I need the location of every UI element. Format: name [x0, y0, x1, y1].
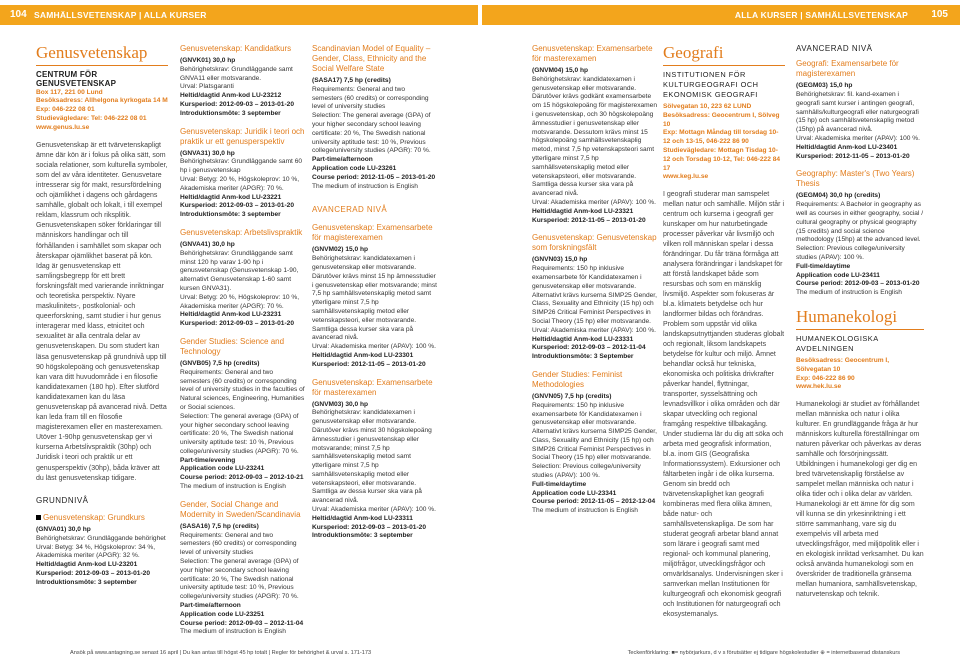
course-title: Gender, Social Change and Modernity in Sweden/Scandinavia: [180, 499, 301, 519]
website-link[interactable]: www.genus.lu.se: [36, 123, 90, 131]
beginner-course-icon: [36, 515, 41, 520]
section-title: Genusvetenskap: [36, 44, 168, 66]
footer-legend: Teckenförklaring: ■= nybörjarkurs, d v s förutsätter ej tidigare högskolestudier ⊕ = internetbaserad distanskurs: [627, 650, 900, 656]
course-title: Genusvetenskap: Examensarbete för masterexamen: [312, 377, 433, 397]
column-exam-courses: [532, 44, 657, 644]
course-title: Genusvetenskap: Examensarbete för magisterexamen: [312, 223, 433, 243]
course-title: Genusvetenskap: Kandidatkurs: [180, 44, 292, 53]
course-title: Geography: Master's (Two Years) Thesis: [796, 169, 915, 189]
level-heading: GRUNDNIVÅ: [36, 495, 89, 505]
course-block: Gender, Social Change and Modernity in Sweden/Scandinavia (SASA16) 7,5 hp (credits) Requirements: General and two semesters (60 credits) or corresponding level of university studies Selection: The general average (GPA) of your higher secondary school leaving certificate: 20 %, The Swedish national university aptitude test: 10 %, Previous college/university studies (APGR): 70 %. Part-time/afternoon Application code LU-23251 Course period: 2012-09-03 – 2012-11-04 The medium of instruction is English: [180, 499, 304, 636]
course-block: Genusvetenskap: Examensarbete för masterexamen (GNVM03) 30,0 hp Behörighetskrav: kandidatexamen i genusvetenskap eller motsvarande. Därutöver krävs minst 30 högskolepoäng ämnesstudier i genusvetenskap eller motsvarande; minst 7,5 hp samhällsvetenskaplig metod samt ytterligare minst 7,5 hp samhällsvetenskaplig metod eller vetenskapsteori, eller motsvarande. Samtliga av dessa kurser ska vara på avancerad nivå. Urval: Akademiska meriter (APAV): 100 %. Heltid/dagtid Anm-kod LU-23311 Kursperiod: 2012-09-03 – 2013-01-20 Introduktionsmöte: 3 september: [312, 377, 436, 540]
section-title: Geografi: [663, 44, 785, 66]
level-heading: AVANCERAD NIVÅ: [312, 205, 388, 215]
course-block: Genusvetenskap: Examensarbete för masterexamen (GNVM04) 15,0 hp Behörighetskrav: kandidatexamen i genusvetenskap eller motsvarande. Därutöver krävs godkänt examensarbete om 15 högskolepoäng för magisterexamen i genusvetenskap, och 30 högskolepoäng ämnesstudier i genusvetenskap eller motsvarande. Dessutom krävs minst 15 högskolepoäng samhällsvetenskaplig metod, minst 7,5 hp vetenskapsteori samt ytterligare minst 7,5 hp samhällsvetenskaplig metod eller vetenskapsteori, eller motsvarande. Samtliga dessa kurser ska vara på avancerad nivå. Urval: Akademiska meriter (APAV): 100 %. Heltid/dagtid Anm-kod LU-23321 Kursperiod: 2012-11-05 – 2013-01-20: [532, 44, 657, 224]
column-advanced-humanekologi: [796, 44, 924, 644]
left-header: [0, 5, 478, 25]
course-block: Gender Studies: Feminist Methodologies (GNVN05) 7,5 hp (credits) Requirements: 150 hp inklusive examensarbete för Kandidatexamen i genusvetenskap eller motsvarande. Alternativt krävs kurserna SIMP25 Gender, Class, Sexuality and Ethnicity (15 hp) och SIMP26 Critical Feminist Perspectives in Social Theory (15 hp) eller motsvarande. Selection: Previous college/university studies (APAV): 100 %. Full-time/daytime Application code LU-23341 Course period: 2012-11-05 – 2012-12-04 The medium of instruction is English: [532, 369, 657, 515]
contact-block: [36, 89, 168, 133]
section-title: Humanekologi: [796, 308, 924, 330]
contact-line: Besöksadress: Allhelgona kyrkogata 14 M: [36, 97, 168, 105]
course-block: Gender Studies: Science and Technology (GNVB05) 7,5 hp (credits) Requirements: General and two semesters (60 credits) or corresponding level of university studies in the faculties of Natural sciences, Engineering, Humanities or Social sciences. Selection: The general average (GPA) of your higher secondary school leaving certificate: 20 %, The Swedish national university aptitude test: 10 %, Previous college/university studies (APGR): 70 %. Part-time/evening Application code LU-23241 Course period: 2012-09-03 – 2012-10-21 The medium of instruction is English: [180, 336, 305, 491]
intro-text: Humanekologi är studiet av förhållandet mellan människa och natur i olika kulturer. En grundläggande fråga är hur människors kulturella föreställningar om naturen påverkar och påverkas av deras samhälle och försörjningssätt. Utbildningen i humanekologi ger dig en bred tvärvetenskaplig förståelse av sampelet mellan människa och natur i olika tider och i olika delar av världen. Humanekologi är ett ämne för dig som vill kunna se din yrkesinriktning i ett större sammanhang, vare sig du exempelvis vill arbeta med utvecklingsfrågor, med miljöpolitik eller i en ekologisk inriktad verksamhet. Du kan också använda humanekologi som en överskrider de traditionella gränserna mellan humaniora, samhällsvetenskap, naturvetenskap och teknik.: [796, 401, 924, 599]
intro-text: Genusvetenskap är ett tvärvetenskapligt ämne där kön är i fokus på olika sätt, som sociala relationer, som kulturella symboler, som del av våra identiteter. Genusvetare intresserar sig för makt, resursfördelning och ojämlikhet i dagens och gårdagens samhälle, globalt och lokalt, i till exempel reklam, klassrum och riksplitik. Genusvetenskapen söker förklaringar till människors handlingar och till förhållanden i samhället som skapar och återskapar ojämlikhet baserat på kön. Idag är genusvetenskap ett samlingsbegrepp för ett brett forskningsfält med varierande inriktningar och teoretiska perspektiv. Nyare maskulinitets-, postkolonial- och queerforskning, samt studier i hur genus interagerar med klass, etnicitet och sexualitet är alla centrala delar av genusvetenskapen. Du som studert kan läsa genusvetenskap på grundnivå upp till 90 högskolepoäng och genusvetenskap kan vara ditt huvudområde i en filosofie kandidatexamen (180 hp). Efter slutförd kandidatexamen kan du läsa genusvetenskap på avancerad nivå. Detta kan leda fram till en filosofie magisterexamen eller en masterexamen. Utöver 1-90hp genusvetenskap ger vi kurserna Arbetslivspraktik (30hp) och Juridisk i teori och praktik ur ett genusperspektiv (30hp), båda kräver att du läst genusvetenskap tidigare.: [36, 141, 168, 482]
course-block: Genusvetenskap: Kandidatkurs (GNVK01) 30,0 hp Behörighetskrav: Grundläggande samt GNVA11 eller motsvarande. Urval: Platsgaranti Heltid/dagtid Anm-kod LU-23212 Kursperiod: 2012-09-03 – 2013-01-20 Introduktionsmöte: 3 september: [180, 44, 305, 119]
course-title: Genusvetenskap: Arbetslivspraktik: [180, 227, 303, 237]
department-name: CENTRUM FÖR GENUSVETENSKAP: [36, 70, 117, 89]
page-number-right: 105: [931, 9, 948, 20]
contact-line: Studievägledare: Tel: 046-222 08 01: [36, 114, 147, 122]
course-block: Genusvetenskap: Arbetslivspraktik (GNVA41) 30,0 hp Behörighetskrav: Grundläggande samt minst 120 hp varav 1-90 hp i genusvetenskap (Genusvetenskap 1-90, alternativt Genusvetenskap 1-60 samt kursen GNVA31). Urval: Betyg: 20 %, Högskoleprov: 10 %, Akademiska meriter (APGR): 70 %. Heltid/dagtid Anm-kod LU-23231 Kursperiod: 2012-09-03 – 2013-01-20: [180, 228, 305, 329]
column-geografi: [663, 44, 785, 644]
website-link[interactable]: www.hek.lu.se: [796, 383, 842, 391]
course-block: Genusvetenskap: Examensarbete för magisterexamen (GNVM02) 15,0 hp Behörighetskrav: kandidatexamen i genusvetenskap eller motsvarande. Därutöver krävs minst 15 hp ämnesstudier i genusvetenskap eller motsvarande; minst 7,5 hp samhällsvetenskaplig metod samt ytterligare minst 7,5 hp samhällsvetenskaplig metod eller vetenskapsteori, eller motsvarande. Samtliga dessa kurser ska vara på avancerad nivå. Urval: Akademiska meriter (APAV): 100 %. Heltid/dagtid Anm-kod LU-23301 Kursperiod: 2012-11-05 – 2013-01-20: [312, 223, 437, 368]
course-block: Scandinavian Model of Equality – Gender, Class, Ethnicity and the Social Welfare State (SASA17) 7,5 hp (credits) Requirements: General and two semesters (60 credits) or corresponding level of university studies Selection: The general average (GPA) of your higher secondary school leaving certificate: 20 %, The Swedish national university aptitude test: 10 %, Previous college/university studies (APGR): 70 %. Part-time/afternoon Application code LU-23261 Course period: 2012-11-05 – 2013-01-20 The medium of instruction is English: [312, 44, 436, 190]
header-bar: [0, 0, 960, 30]
footer: [0, 645, 960, 663]
contact-line: Box 117, 221 00 Lund: [36, 88, 103, 96]
course-title: Gender Studies: Feminist Methodologies: [532, 369, 623, 389]
page-number-left: 104: [10, 9, 27, 20]
column-genus-courses: [180, 44, 305, 644]
course-block: Geografi: Examensarbete för magisterexamen (GEGM03) 15,0 hp Behörighetskrav: fil. kand-examen i geografi samt kurser i antingen geografi, samhälls/kulturgeografi eller naturgeografi (15 hp) och samhällsvetenskaplig metod (15hp) på avancerad nivå. Urval: Akademiska meriter (APAV): 100 %. Heltid/dagtid Anm-kod LU-23401 Kursperiod: 2012-11-05 – 2013-01-20: [796, 59, 924, 161]
course-title: Scandinavian Model of Equality – Gender, Class, Ethnicity and the Social Welfare State: [312, 44, 431, 73]
contact-block: Besöksadress: Geocentrum I, Sölvegatan 10 Exp: 046-222 86 90 www.hek.lu.se: [796, 357, 924, 392]
course-details: (GNVA01) 30,0 hp Behörighetskrav: Grundläggande behörighet Urval: Betyg: 34 %, Högskoleprov: 34 %, Akademiska meriter (APGR): 32 %. Heltid/dagtid Anm-kod LU-23201 Kursperiod: 2012-09-03 – 2013-01-20 Introduktionsmöte: 3 september: [36, 526, 166, 586]
contact-block: Sölvegatan 10, 223 62 LUND Besöksadress: Geocentrum I, Sölveg 10 Exp: Mottagn Måndag till torsdag 10-12 och 13-15, 046-222 86 90 Studievägledare: Mottagn Tisdag 10-12 och Torsdag 10-12, Tel: 046-222 84 17 www.keg.lu.se: [663, 103, 785, 182]
right-header: [482, 5, 960, 25]
course-title: Genusvetenskap: Grundkurs: [36, 513, 168, 523]
department-name: INSTITUTIONEN FÖR KULTURGEOGRAFI OCH EKONOMISK GEOGRAFI: [663, 70, 759, 99]
course-block: Geography: Master's (Two Years) Thesis (GEGM04) 30,0 hp (credits) Requirements: A Bachelor in geography as well as courses in either geography, social / cultural geography or physical geography (15 credits) and social science methodology (15hp) at the advanced level. Selection: Previous college/university studies (APAV): 100 %. Full-time/daytime Application code LU-23411 Course period: 2012-09-03 – 2013-01-20 The medium of instruction is English: [796, 169, 924, 297]
course-title: Geografi: Examensarbete för magisterexamen: [796, 59, 899, 79]
website-link[interactable]: www.keg.lu.se: [663, 173, 709, 181]
column-scandinavian-advanced: [312, 44, 437, 644]
footer-left: Ansök på www.antagning.se senast 16 april | Du kan antas till högst 45 hp totalt | Regler för behörighet & urval s. 171-173: [70, 650, 372, 656]
course-title: Gender Studies: Science and Technology: [180, 336, 285, 356]
left-running-title: SAMHÄLLSVETENSKAP | ALLA KURSER: [34, 10, 207, 20]
department-name: HUMANEKOLOGISKA AVDELNINGEN: [796, 334, 879, 354]
course-block: Genusvetenskap: Juridik i teori och praktik ur ett genusperspektiv (GNVA31) 30,0 hp Behörighetskrav: Grundläggande samt 60 hp i genusvetenskap Urval: Betyg: 20 %, Högskoleprov: 10 %, Akademiska meriter (APGR): 70 %. Heltid/dagtid Anm-kod LU-23221 Kursperiod: 2012-09-03 – 2013-01-20 Introduktionsmöte: 3 september: [180, 126, 305, 219]
intro-text: I geografi studerar man samspelet mellan natur och samhälle. Miljön står i centrum och kurserna i geografi ger kunskaper om hur naturbetingade processer påverkar vår livsmiljö och vilken roll människan spelar i dessa förändringar. Du får träna förmåga att analysera förändringar i landskapet för att förstå landskapet både som resursbas och som en mänsklig livsmiljö. Aspekter som fokuseras är bl.a. klimatets betydelse och hur landformer bildas och förändras. Problem som uppstår vid olika landskapsutnyttjanden studeras globalt och regionalt, liksom landskapets betydelse för kultur och miljö. Ämnet behandlar också hur tekniska, ekonomiska och politiska drivkrafter påverkar handel, flyttningar, transporter, sysselsättning och levnadsvillkor i olika områden och där skapar utveckling och regional framgång respektive tillbakagång. Under studierna lär du dig att söka och arbeta med geografisk information, bl.a. inom GIS (Geografiska Informationssystem). Exkursioner och fältarbeten ingår i de olika kurserna. Genom sin bredd och tvärvetenskaplighet kan geografi kombineras med flera olika ämnen, både natur- och samhällsvetenskapliga. De som har studerat geografi arbetar bland annat som lärare i geografi samt med regional- och kommunal planering, miljöfrågor, utvecklingsfrågor och omvärldsanalys. Undervisningen sker i samverkan mellan Institutionen för kulturgeografi och ekonomisk geografi och Institutionen för naturgeografi och ekosystemanalys.: [663, 191, 785, 619]
column-genusvetenskap-intro: [36, 44, 168, 644]
contact-line: Exp: 046-222 08 01: [36, 106, 95, 114]
course-title: Genusvetenskap: Genusvetenskap som forskningsfält: [532, 233, 657, 253]
course-title: Genusvetenskap: Juridik i teori och praktik ur ett genusperspektiv: [180, 126, 305, 146]
right-running-title: ALLA KURSER | SAMHÄLLSVETENSKAP: [734, 10, 908, 20]
course-title: Genusvetenskap: Examensarbete för masterexamen: [532, 44, 653, 63]
level-heading: AVANCERAD NIVÅ: [796, 44, 873, 53]
course-block: Genusvetenskap: Genusvetenskap som forskningsfält (GNVN03) 15,0 hp Requirements: 150 hp inklusive examensarbete för Kandidatexamen i genusvetenskap eller motsvarande. Alternativt krävs kurserna SIMP25 Gender, Class, Sexuality and Ethnicity (15 hp) och SIMP26 Critical Feminist Perspectives in Social Theory (15 hp) eller motsvarande. Urval: Akademiska meriter (APAV): 100 %. Heltid/dagtid Anm-kod LU-23331 Kursperiod: 2012-09-03 – 2012-11-04 Introduktionsmöte: 3 September: [532, 233, 657, 361]
